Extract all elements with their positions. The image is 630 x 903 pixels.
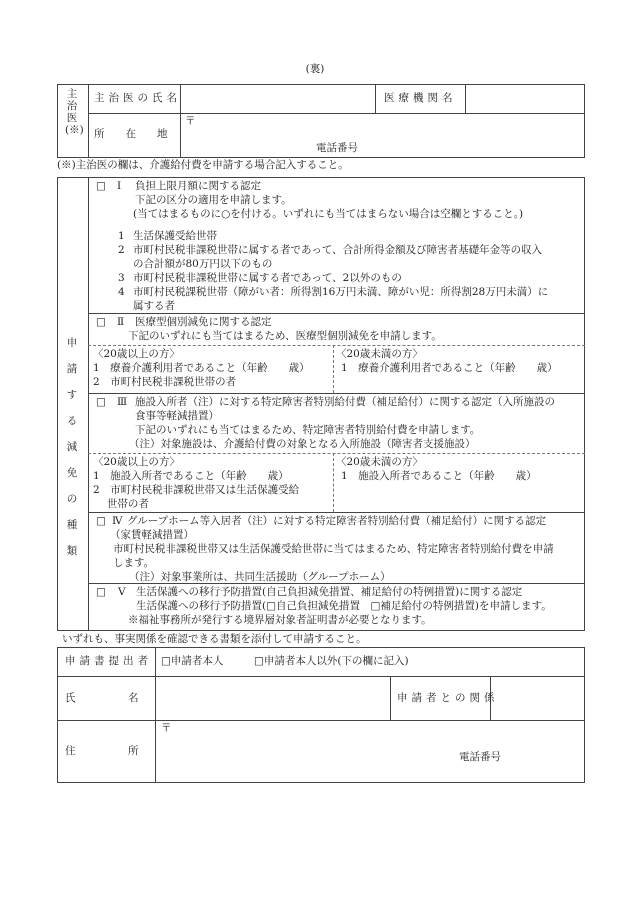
relation-label: 申請者との関係	[397, 692, 499, 704]
section1-item-num: 4	[118, 286, 125, 298]
section1-item-cont: 属する者	[133, 300, 175, 312]
section3-adult-heading: 〈20歳以上の方〉	[93, 456, 180, 468]
doctor-note: (※)主治医の欄は、介護給付費を申請する場合記入すること。	[57, 159, 349, 171]
section4-checkbox[interactable]: □	[96, 515, 106, 527]
section2-adult-heading: 〈20歳以上の方〉	[93, 348, 180, 360]
section3-checkbox[interactable]: □	[96, 396, 106, 408]
doctor-address-label: 所 在 地	[94, 128, 168, 140]
section4-title-cont: （家賃軽減措置）	[110, 529, 194, 541]
section1-item-num: 2	[118, 244, 125, 256]
section3-title-cont: 食事等軽減措置）	[135, 410, 219, 422]
section2-minor-heading: 〈20歳未満の方〉	[336, 348, 423, 360]
section1-item: 生活保護受給世帯	[133, 230, 217, 242]
section3-minor-heading: 〈20歳未満の方〉	[336, 456, 423, 468]
section3-adult-item: 世帯の者	[93, 498, 149, 510]
section2-line1: 下記のいずれにも当てはまるため、医療型個別減免を申請します。	[128, 330, 442, 342]
address-label: 住 所	[65, 745, 139, 757]
doctor-side-label: 主治医(※)	[65, 88, 84, 136]
section3-line1: 下記のいずれにも当てはまるため、特定障害者特別給付費を申請します。	[135, 424, 481, 436]
submitter-label: 申請書提出者	[65, 655, 152, 667]
section5-note: ※福祉事務所が発行する境界層対象者証明書が必要となります。	[128, 614, 432, 626]
section1-item-num: 3	[118, 272, 125, 284]
section3-numeral: Ⅲ	[117, 396, 128, 408]
section4-title: グループホーム等入居者（注）に対する特定障害者特別給付費（補足給付）に関する認定	[127, 515, 547, 527]
attachment-note: いずれも、事実関係を確認できる書類を添付して申請すること。	[62, 633, 367, 645]
institution-field[interactable]	[466, 85, 584, 112]
doctor-address-field[interactable]	[181, 114, 584, 157]
doctor-name-field[interactable]	[181, 85, 374, 112]
section5-checkbox[interactable]: □	[96, 586, 106, 598]
section4-line1: 市町村民税非課税世帯又は生活保護受給世帯に当てはまるため、特定障害者特別給付費を申請	[113, 543, 554, 555]
section4-line1-cont: します。	[113, 557, 155, 569]
section2-minor-item: 1 療養介護利用者であること（年齢 歳）	[341, 362, 558, 374]
section2-numeral: Ⅱ	[117, 316, 125, 328]
section3-title: 施設入所者（注）に対する特定障害者特別給付費（補足給付）に関する認定（入所施設の	[135, 396, 555, 408]
name-field[interactable]	[156, 677, 389, 719]
section3-note: （注）対象施設は、介護給付費の対象となる入所施設（障害者支援施設）	[129, 438, 476, 450]
section1-checkbox[interactable]: □	[96, 180, 106, 192]
option-applicant-self[interactable]: □申請者本人	[161, 655, 224, 667]
section2-title: 医療型個別減免に関する認定	[135, 316, 272, 328]
section5-numeral: Ⅴ	[118, 586, 126, 598]
section1-item-cont: の合計額が80万円以下のもの	[133, 258, 273, 270]
section1-line2: (当てはまるものに○を付ける。いずれにも当てはまらない場合は空欄とすること。)	[133, 208, 524, 220]
address-field[interactable]	[156, 721, 584, 782]
section1-item: 市町村民税課税世帯（障がい者：所得割16万円未満、障がい児：所得割28万円未満）に	[133, 286, 549, 298]
section3-adult-item: 2 市町村民税非課税世帯又は生活保護受給	[93, 484, 300, 496]
section3-minor-item: 1 施設入所者であること（年齢 歳）	[341, 470, 537, 482]
option-applicant-other[interactable]: □申請者本人以外(下の欄に記入)	[254, 655, 409, 667]
section5-title: 生活保護への移行予防措置(自己負担減免措置、補足給付の特例措置)に関する認定	[136, 586, 523, 598]
postal-mark: 〒	[185, 115, 196, 127]
section1-item: 市町村民税非課税世帯に属する者であって、合計所得金額及び障害者基礎年金等の収入	[133, 244, 543, 256]
reduction-side-label: 申請する減免の種類	[66, 337, 78, 557]
postal-mark: 〒	[161, 722, 172, 734]
section4-numeral: Ⅳ	[112, 515, 123, 527]
section2-adult-item: 1 療養介護利用者であること（年齢 歳）	[93, 362, 310, 374]
section3-adult-item: 1 施設入所者であること（年齢 歳）	[93, 470, 289, 482]
name-label: 氏 名	[65, 692, 139, 704]
phone-label: 電話番号	[459, 751, 501, 763]
section1-item: 市町村民税非課税世帯に属する者であって、2以外のもの	[133, 272, 402, 284]
relation-field[interactable]	[491, 677, 584, 719]
section2-adult-item: 2 市町村民税非課税世帯の者	[93, 376, 237, 388]
section1-line1: 下記の区分の適用を申請します。	[135, 194, 292, 206]
section2-checkbox[interactable]: □	[96, 316, 106, 328]
section1-item-num: 1	[118, 230, 125, 242]
institution-label: 医療機関名	[384, 92, 457, 104]
section5-line1: 生活保護への移行予防措置(□自己負担減免措置 □補足給付の特例措置)を申請します。	[136, 600, 552, 612]
section4-note: （注）対象事業所は、共同生活援助（グループホーム）	[129, 571, 391, 583]
section1-numeral: Ⅰ	[117, 180, 122, 192]
section1-title: 負担上限月額に関する認定	[135, 180, 261, 192]
doctor-name-label: 主治医の氏名	[94, 92, 181, 104]
doctor-phone-label: 電話番号	[316, 142, 358, 154]
page-side-label: (裏)	[305, 63, 325, 75]
